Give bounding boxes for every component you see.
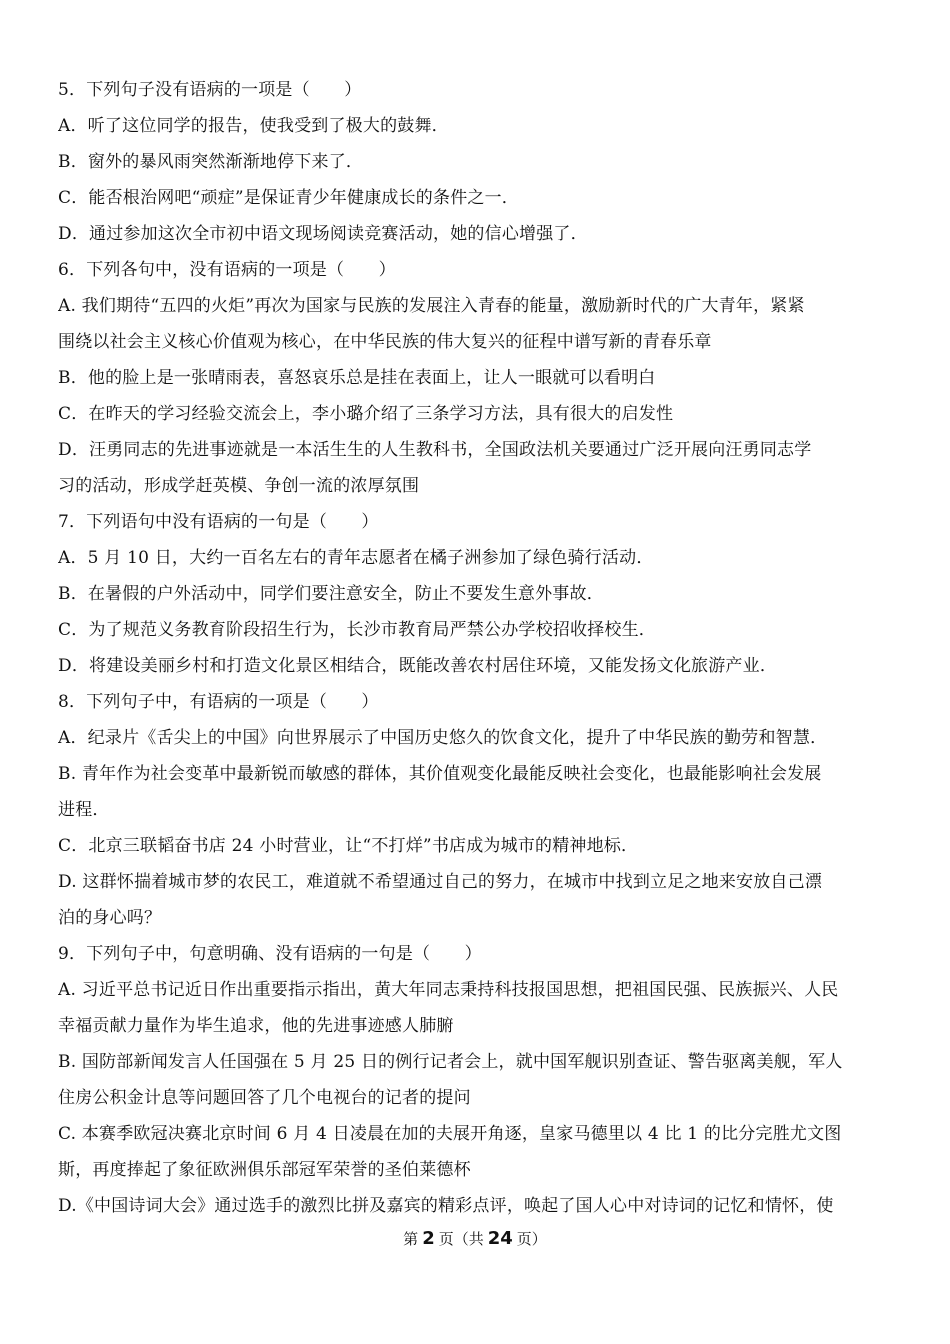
text-line: 幸福贡献力量作为毕生追求，他的先进事迹感人肺腑 [58, 1016, 454, 1036]
text-line: C. 本赛季欧冠决赛北京时间 6 月 4 日凌晨在加的夫展开角逐，皇家马德里以 4 比 1 的比分完胜尤文图 [58, 1124, 842, 1144]
text-line: C．能否根治网吧“顽症”是保证青少年健康成长的条件之一． [58, 188, 519, 208]
text-line: 8．下列句子中，有语病的一项是（ ） [58, 692, 379, 712]
text-line: B．窗外的暴风雨突然渐渐地停下来了． [58, 152, 364, 172]
text-line: 围绕以社会主义核心价值观为核心，在中华民族的伟大复兴的征程中谱写新的青春乐章 [58, 332, 712, 352]
text-line: A. 习近平总书记近日作出重要指示指出，黄大年同志秉持科技报国思想，把祖国民强、民族振兴、人民 [58, 980, 839, 1000]
text-line: 7．下列语句中没有语病的一句是（ ） [58, 512, 379, 532]
text-line: C．为了规范义务教育阶段招生行为，长沙市教育局严禁公办学校招收择校生． [58, 620, 657, 640]
text-line: 斯，再度捧起了象征欧洲俱乐部冠军荣誉的圣伯莱德杯 [58, 1160, 471, 1180]
text-line: 泊的身心吗？ [58, 908, 162, 928]
text-line: D. 这群怀揣着城市梦的农民工，难道就不希望通过自己的努力，在城市中找到立足之地来安放自己漂 [58, 872, 823, 892]
text-line: 6．下列各句中，没有语病的一项是（ ） [58, 260, 396, 280]
text-line: B．他的脸上是一张晴雨表，喜怒哀乐总是挂在表面上，让人一眼就可以看明白 [58, 368, 656, 388]
text-line: 住房公积金计息等问题回答了几个电视台的记者的提问 [58, 1088, 471, 1108]
text-line: D．汪勇同志的先进事迹就是一本活生生的人生教科书，全国政法机关要通过广泛开展向汪勇同志学 [58, 440, 812, 460]
text-line: A. 我们期待“五四的火炬”再次为国家与民族的发展注入青春的能量，激励新时代的广大青年，紧紧 [58, 296, 805, 316]
text-line: C．在昨天的学习经验交流会上，李小璐介绍了三条学习方法，具有很大的启发性 [58, 404, 674, 424]
text-line: B. 国防部新闻发言人任国强在 5 月 25 日的例行记者会上，就中国军舰识别查证、警告驱离美舰，军人 [58, 1052, 843, 1072]
page-footer [0, 1229, 950, 1249]
text-line: A．5 月 10 日，大约一百名左右的青年志愿者在橘子洲参加了绿色骑行活动． [58, 548, 654, 568]
text-line: A．纪录片《舌尖上的中国》向世界展示了中国历史悠久的饮食文化，提升了中华民族的勤劳和智慧． [58, 728, 828, 748]
text-line: B. 青年作为社会变革中最新锐而敏感的群体，其价值观变化最能反映社会变化，也最能影响社会发展 [58, 764, 822, 784]
text-line: D．通过参加这次全市初中语文现场阅读竞赛活动，她的信心增强了． [58, 224, 588, 244]
current-page-number: 2 [422, 1228, 435, 1249]
text-line: D.《中国诗词大会》通过选手的激烈比拼及嘉宾的精彩点评，唤起了国人心中对诗词的记忆和情怀，使 [58, 1196, 834, 1216]
text-line: D．将建设美丽乡村和打造文化景区相结合，既能改善农村居住环境，又能发扬文化旅游产业． [58, 656, 778, 676]
text-line: B．在暑假的户外活动中，同学们要注意安全，防止不要发生意外事故． [58, 584, 604, 604]
text-line: 进程． [58, 800, 110, 820]
total-page-number: 24 [487, 1228, 513, 1249]
text-line: A．听了这位同学的报告，使我受到了极大的鼓舞． [58, 116, 449, 136]
footer-suffix: 页） [516, 1230, 547, 1248]
text-line: C．北京三联韬奋书店 24 小时营业，让“不打烊”书店成为城市的精神地标． [58, 836, 639, 856]
text-line: 5．下列句子没有语病的一项是（ ） [58, 80, 362, 100]
footer-prefix: 第 [403, 1230, 419, 1248]
text-line: 9．下列句子中，句意明确、没有语病的一句是（ ） [58, 944, 482, 964]
footer-middle: 页（共 [438, 1230, 484, 1248]
text-line: 习的活动，形成学赶英模、争创一流的浓厚氛围 [58, 476, 420, 496]
